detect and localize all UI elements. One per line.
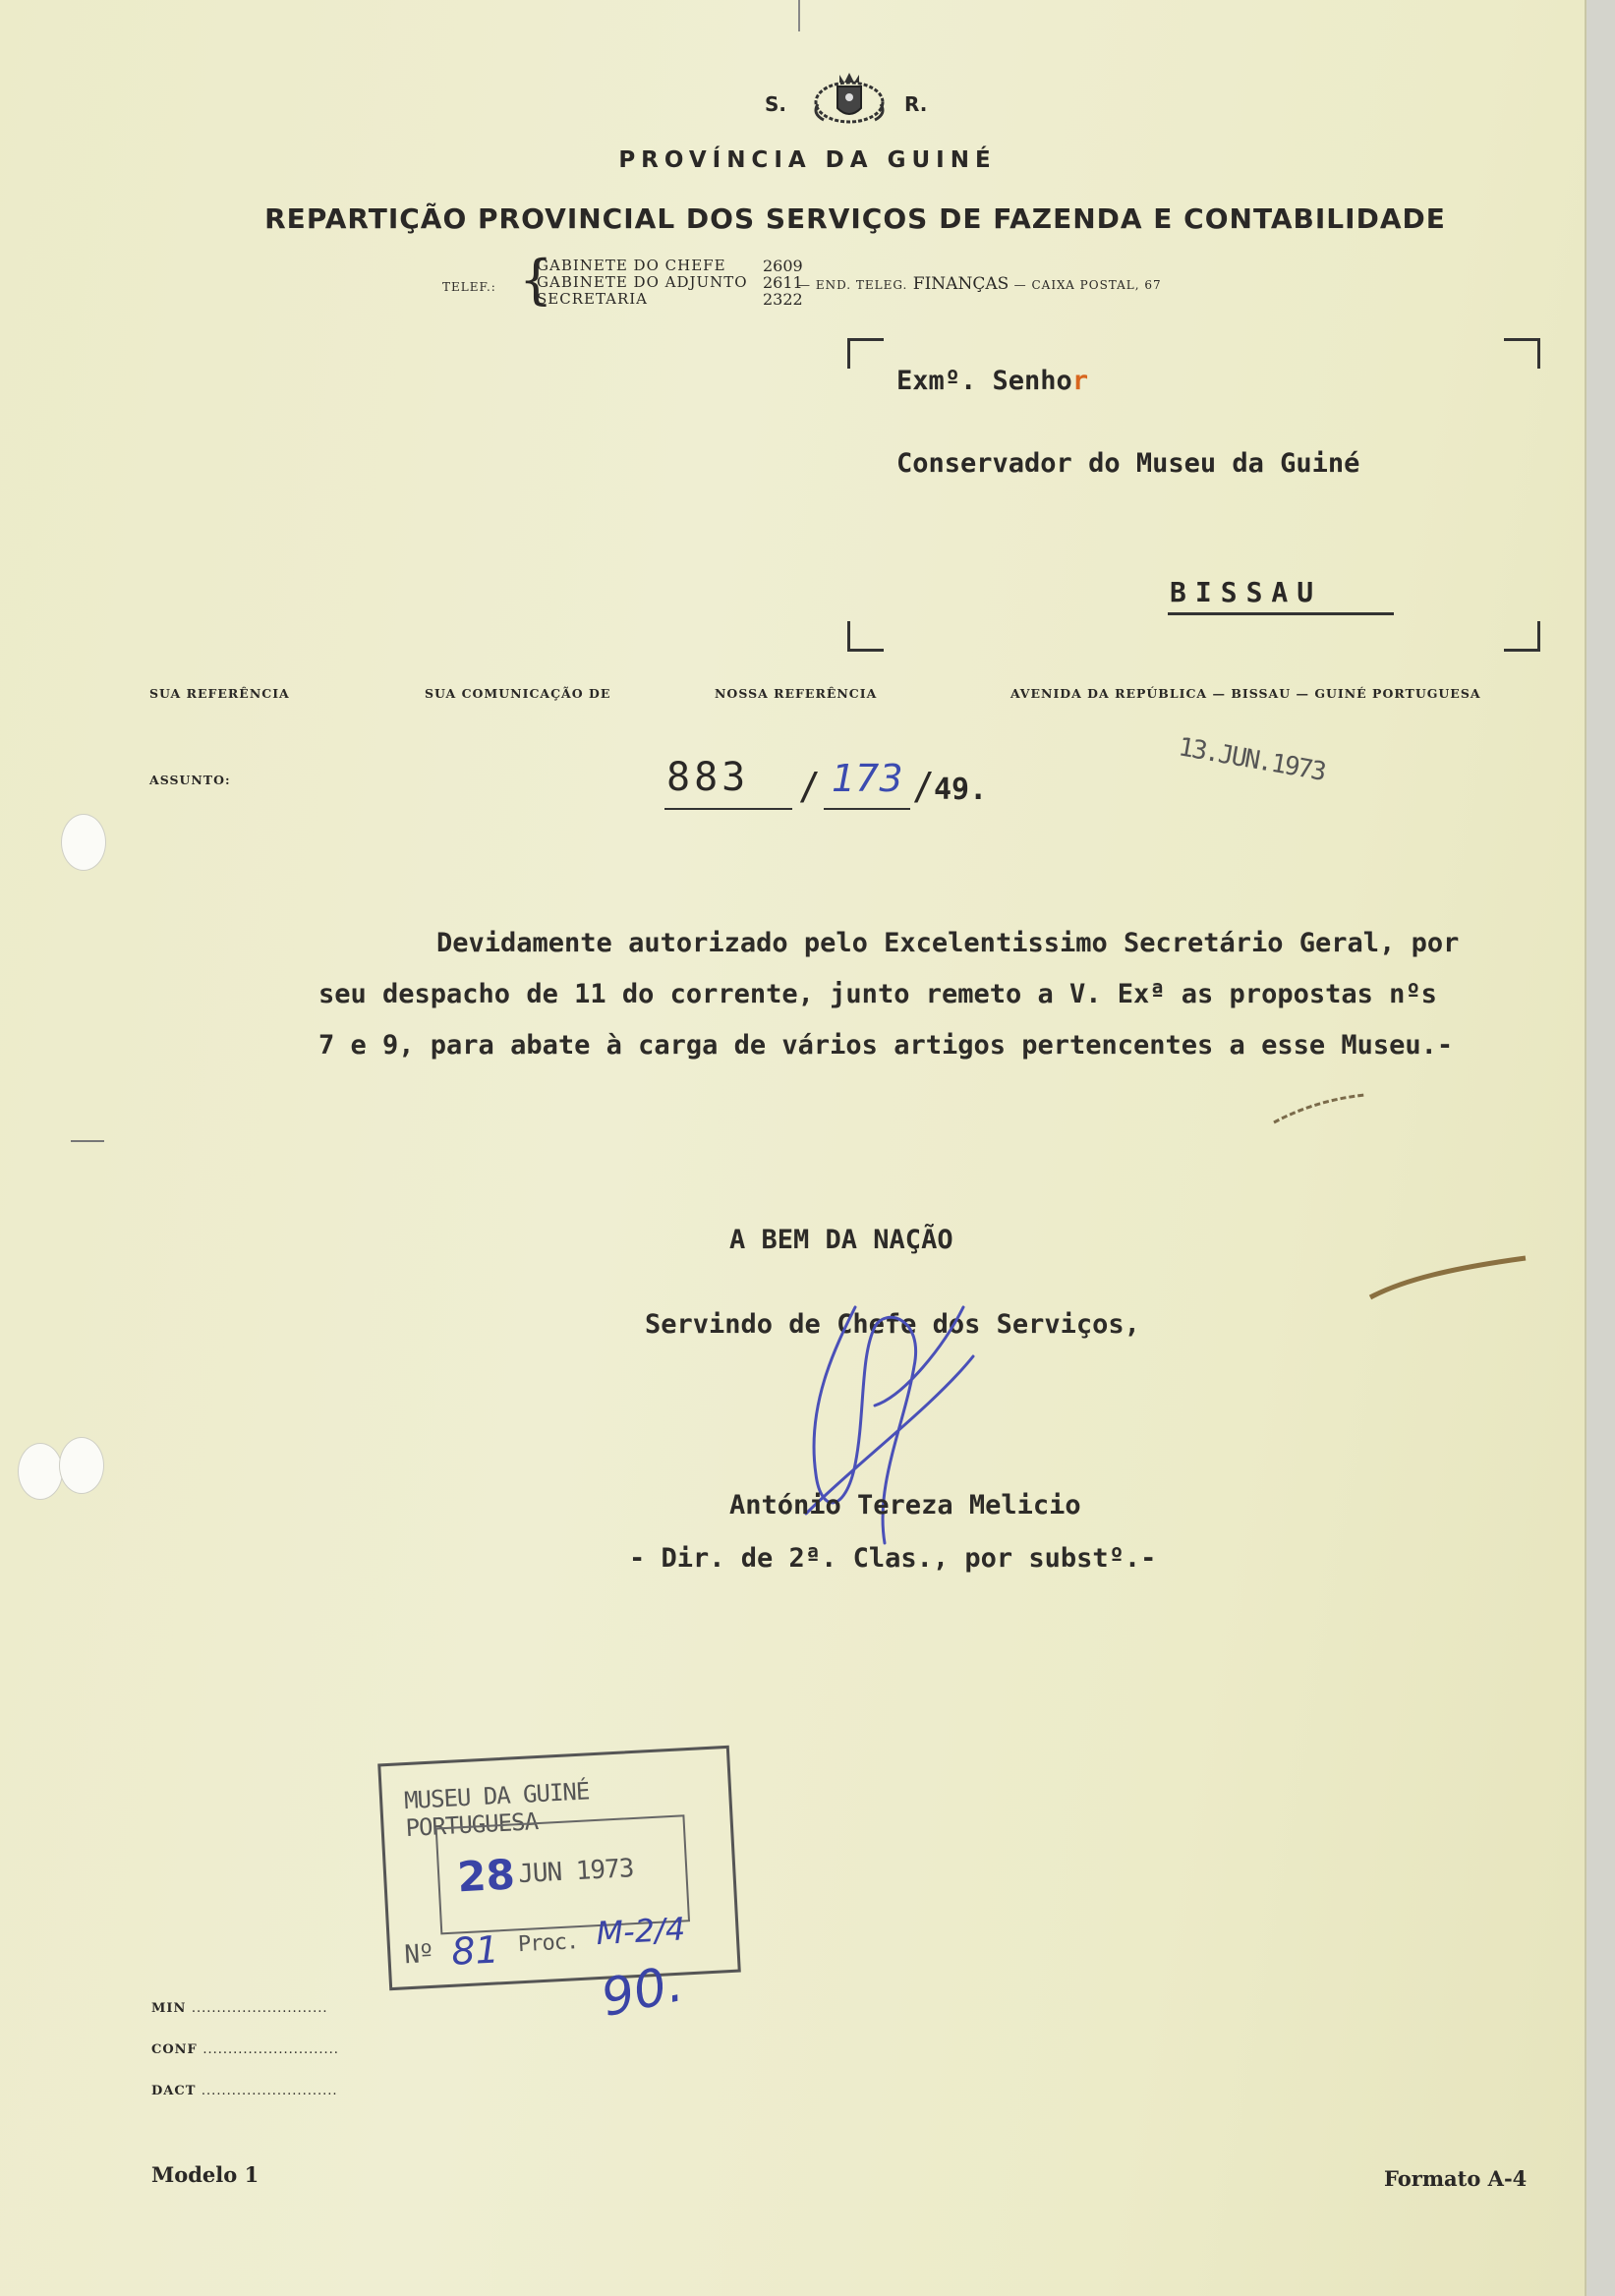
ink-smudge: [1364, 1246, 1531, 1305]
addressee-city: BISSAU: [1170, 576, 1323, 608]
fold-mark-left: [71, 1140, 104, 1142]
footer-min: [151, 2001, 327, 2016]
footer-dact: [151, 2084, 338, 2098]
city-underline: [1168, 612, 1394, 615]
stamp-no-label: Nº: [403, 1938, 434, 1971]
punch-hole-bottom-a: [18, 1443, 63, 1500]
phone-label-secretaria: SECRETARIA: [537, 290, 649, 308]
stamp-title: MUSEU DA GUINÉ PORTUGUESA: [403, 1777, 590, 1843]
body-line-1: Devidamente autorizado pelo Excelentissimo Secretário Geral, por: [436, 928, 1460, 958]
stamp-proc-label: Proc.: [517, 1929, 579, 1958]
body-line-3: 7 e 9, para abate à carga de vários artigos pertencentes a esse Museu.-: [318, 1030, 1454, 1061]
footer-conf: [151, 2042, 339, 2057]
footer-dact-label: DACT: [151, 2084, 197, 2098]
body-line-2: seu despacho de 11 do corrente, junto remeto a V. Exª as propostas nºs: [318, 979, 1437, 1009]
ref-year: 49.: [934, 773, 988, 807]
signatory-rank: - Dir. de 2ª. Clas., por substº.-: [629, 1543, 1157, 1574]
signatory-name: António Tereza Melicio: [729, 1490, 1081, 1521]
ref-sep-2: /: [912, 765, 935, 808]
office-heading: REPARTIÇÃO PROVINCIAL DOS SERVIÇOS DE FAZENDA E CONTABILIDADE: [264, 202, 1446, 235]
footer-model: Modelo 1: [151, 2162, 260, 2187]
letterhead-r: R.: [904, 92, 928, 116]
address-corner-bl: [847, 621, 884, 652]
addressee-title: Conservador do Museu da Guiné: [896, 448, 1360, 479]
phone-label-adjunto: GABINETE DO ADJUNTO: [537, 273, 748, 291]
brace-symbol: {: [519, 249, 553, 311]
footer-dact-dots: ...........................: [201, 2084, 338, 2098]
ref-sep-1: /: [798, 765, 821, 808]
punch-hole-bottom-b: [59, 1437, 104, 1494]
ref-underline-1: [664, 808, 792, 810]
province-heading: PROVÍNCIA DA GUINÉ: [618, 147, 997, 173]
received-date-stamp: 13.JUN.1973: [1176, 732, 1327, 787]
phone-number-chefe: 2609: [763, 257, 803, 275]
ink-mark: [1270, 1089, 1368, 1128]
fold-mark-top: [798, 0, 800, 31]
label-sua-comunicacao: SUA COMUNICAÇÃO DE: [425, 686, 611, 701]
reference-number: [666, 755, 749, 800]
label-address: AVENIDA DA REPÚBLICA — BISSAU — GUINÉ PORTUGUESA: [1010, 686, 1481, 701]
closing-role: Servindo de Chefe dos Serviços,: [645, 1309, 1140, 1340]
footer-min-dots: ...........................: [191, 2001, 328, 2016]
ref-number-typed: 883: [666, 755, 750, 800]
signature-icon: [767, 1288, 983, 1582]
address-corner-br: [1504, 621, 1540, 652]
stamp-month-year: JUN 1973: [517, 1854, 635, 1890]
postal-box: — CAIXA POSTAL, 67: [1013, 278, 1162, 292]
salutation-last-letter: r: [1071, 366, 1089, 396]
stamp-proc-value: M-2/4: [595, 1910, 687, 1953]
stamp-day: 28: [456, 1850, 517, 1902]
telegraph-line: [798, 274, 1162, 294]
teleg-name: FINANÇAS: [912, 274, 1009, 294]
label-nossa-referencia: NOSSA REFERÊNCIA: [715, 686, 878, 701]
closing-motto: A BEM DA NAÇÃO: [729, 1225, 953, 1255]
phone-number-secretaria: 2322: [763, 290, 803, 309]
footer-conf-dots: ...........................: [202, 2042, 339, 2057]
footer-format: Formato A-4: [1384, 2166, 1528, 2191]
phone-number-adjunto: 2611: [763, 273, 803, 292]
footer-min-label: MIN: [151, 2001, 187, 2016]
teleg-prefix: — END. TELEG.: [798, 278, 908, 292]
phone-numbers: [763, 258, 803, 308]
footer-conf-label: CONF: [151, 2042, 198, 2057]
letterhead-s: S.: [765, 92, 787, 116]
stamp-handwritten-extra: 90.: [596, 1954, 689, 2029]
phone-label-chefe: GABINETE DO CHEFE: [537, 257, 726, 274]
stamp-no-value: 81: [450, 1927, 500, 1974]
coat-of-arms-icon: [810, 65, 889, 134]
address-corner-tr: [1504, 338, 1540, 369]
salutation-main: Exmº. Senho: [896, 366, 1072, 396]
museum-reception-stamp: [377, 1746, 741, 1990]
salutation: [896, 366, 1088, 396]
punch-hole-top: [61, 814, 106, 871]
ref-underline-2: [824, 808, 910, 810]
ref-number-handwritten: 173: [832, 757, 903, 800]
label-assunto: ASSUNTO:: [149, 773, 231, 787]
phone-labels: [537, 258, 748, 308]
address-corner-tl: [847, 338, 884, 369]
telef-label: TELEF.:: [442, 280, 496, 294]
label-sua-referencia: SUA REFERÊNCIA: [149, 686, 290, 701]
